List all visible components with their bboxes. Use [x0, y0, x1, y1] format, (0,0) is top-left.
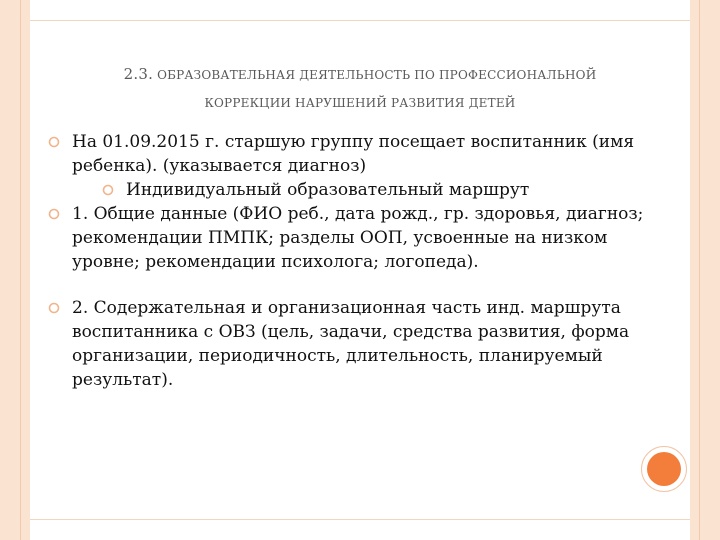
orange-circle-icon [647, 452, 681, 486]
list-item [46, 202, 646, 274]
circle-bullet-icon [48, 136, 60, 148]
list-item [46, 130, 646, 178]
bullet-text-1: На 01.09.2015 г. старшую группу посещает воспитанник (имя ребенка). (указывается диагноз) [72, 132, 635, 176]
sub-bullet-text: Индивидуальный образовательный маршрут [126, 180, 530, 200]
title-line-1: ОБРАЗОВАТЕЛЬНАЯ ДЕЯТЕЛЬНОСТЬ ПО ПРОФЕССИОНАЛЬНОЙ [157, 68, 597, 82]
bullet-text-2: 1. Общие данные (ФИО реб., дата рожд., гр. здоровья, диагноз; рекомендации ПМПК; разделы ООП, усвоенные на низком уровне; рекомендации психолога; логопеда). [72, 204, 644, 272]
title-line-2: КОРРЕКЦИИ НАРУШЕНИЙ РАЗВИТИЯ ДЕТЕЙ [204, 96, 516, 110]
top-frame-line [30, 20, 690, 21]
slide-content [46, 130, 646, 392]
right-frame-line [699, 0, 700, 540]
sub-list-item [46, 178, 646, 202]
circle-bullet-icon [102, 184, 114, 196]
spacer [46, 274, 646, 296]
bottom-frame-line [30, 519, 690, 520]
title-number: 2.3. [123, 65, 154, 83]
circle-bullet-icon [48, 208, 60, 220]
list-item [46, 296, 646, 392]
slide-title [60, 60, 660, 117]
left-frame-line [20, 0, 21, 540]
bullet-text-3: 2. Содержательная и организационная часть инд. маршрута воспитанника с ОВЗ (цель, задачи, средства развития, форма организации, периодичность, длительность, планируемый результат). [72, 298, 630, 390]
left-frame-band [0, 0, 30, 540]
right-frame-band [690, 0, 720, 540]
circle-bullet-icon [48, 302, 60, 314]
